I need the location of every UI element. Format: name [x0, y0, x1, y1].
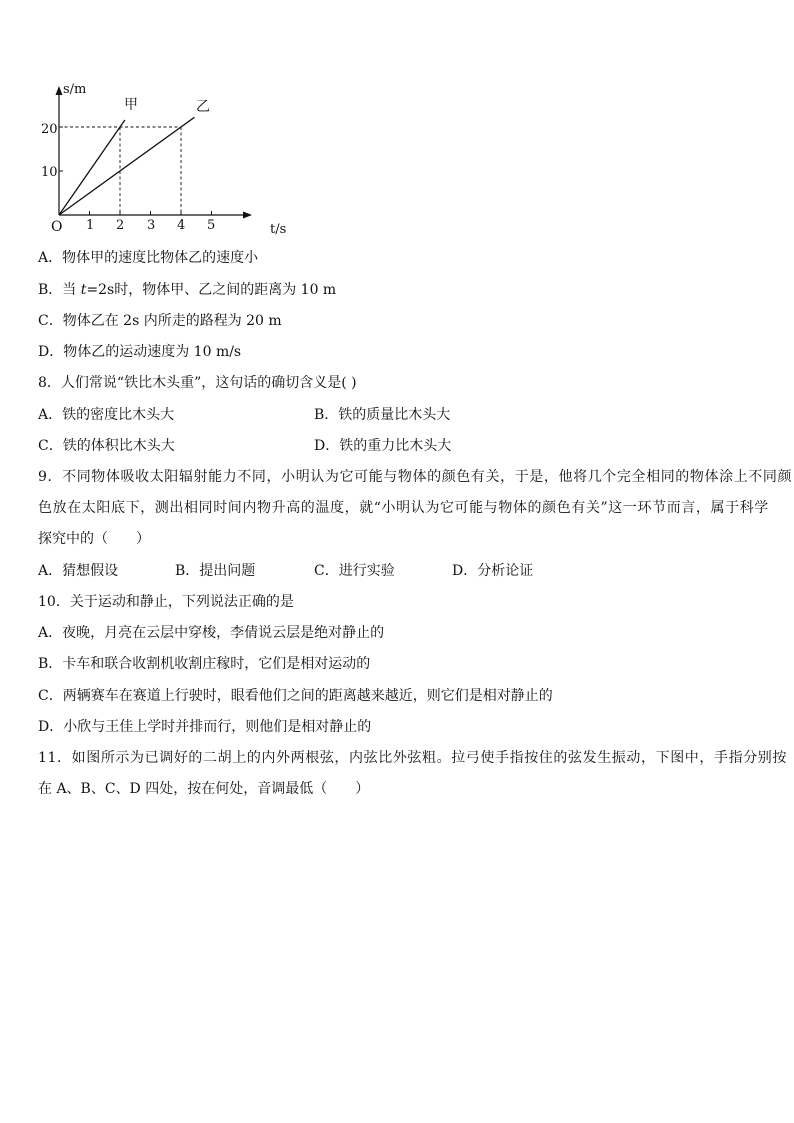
x-axis-arrow	[243, 212, 252, 219]
y-tick-label-20: 20	[41, 122, 58, 137]
q7-option-b	[38, 280, 336, 300]
q7-option-b-rest: =2s时，物体甲、乙之间的距离为 10 m	[86, 282, 337, 298]
series-line-0	[59, 120, 125, 215]
q10-option-b: B．卡车和联合收割机收割庄稼时，它们是相对运动的	[38, 656, 371, 672]
origin-label: O	[51, 219, 63, 235]
q9-option-d: D．分析论证	[452, 563, 534, 579]
x-tick-label-3: 3	[147, 218, 156, 233]
q9-option-c: C．进行实验	[314, 563, 395, 579]
q9-option-b: B．提出问题	[175, 563, 256, 579]
q9-stem-line3: 探究中的（ ）	[38, 531, 150, 547]
q10-option-a: A．夜晚，月亮在云层中穿梭，李倩说云层是绝对静止的	[38, 625, 385, 641]
y-axis-arrow	[56, 86, 63, 95]
q9-stem-line1: 9．不同物体吸收太阳辐射能力不同，小明认为它可能与物体的颜色有关，于是，他将几个完全相同的物体涂上不同颜	[38, 469, 793, 485]
series-label-yi: 乙	[196, 99, 210, 115]
series-label-jia: 甲	[124, 97, 138, 113]
q7-option-b-variable: t	[80, 282, 87, 298]
x-tick-label-4: 4	[177, 218, 186, 233]
y-axis-label: s/m	[63, 82, 87, 97]
x-tick-label-5: 5	[207, 218, 216, 233]
q7-option-c: C．物体乙在 2s 内所走的路程为 20 m	[38, 313, 282, 329]
q8-option-d: D．铁的重力比木头大	[314, 438, 452, 454]
x-tick-label-1: 1	[86, 218, 95, 233]
q11-stem-line2: 在 A、B、C、D 四处，按在何处，音调最低（ ）	[38, 781, 370, 797]
q8-option-a: A．铁的密度比木头大	[38, 407, 175, 423]
q8-option-c: C．铁的体积比木头大	[38, 438, 175, 454]
x-tick-label-2: 2	[116, 218, 125, 233]
q7-option-d: D．物体乙的运动速度为 10 m/s	[38, 344, 242, 360]
q10-option-d: D．小欣与王佳上学时并排而行，则他们是相对静止的	[38, 719, 372, 735]
q7-option-b-prefix: B．当	[38, 282, 81, 298]
y-tick-label-10: 10	[41, 165, 58, 180]
st-graph-svg	[32, 78, 282, 238]
q9-option-a: A．猜想假设	[38, 563, 119, 579]
q11-stem-line1: 11．如图所示为已调好的二胡上的内外两根弦，内弦比外弦粗。拉弓使手指按住的弦发生振动，下图中，手指分别按	[38, 750, 788, 766]
st-graph	[32, 78, 287, 238]
q8-option-b: B．铁的质量比木头大	[314, 407, 451, 423]
series-line-1	[59, 117, 194, 215]
q10-stem: 10．关于运动和静止，下列说法正确的是	[38, 594, 294, 610]
q9-stem-line2: 色放在太阳底下，测出相同时间内物升高的温度，就“小明认为它可能与物体的颜色有关”这一环节而言，属于科学	[38, 500, 769, 516]
x-axis-label: t/s	[270, 222, 287, 237]
q8-stem: 8．人们常说“铁比木头重”，这句话的确切含义是( )	[38, 375, 357, 391]
q10-option-c: C．两辆赛车在赛道上行驶时，眼看他们之间的距离越来越近，则它们是相对静止的	[38, 688, 553, 704]
q7-option-a: A．物体甲的速度比物体乙的速度小	[38, 250, 259, 266]
